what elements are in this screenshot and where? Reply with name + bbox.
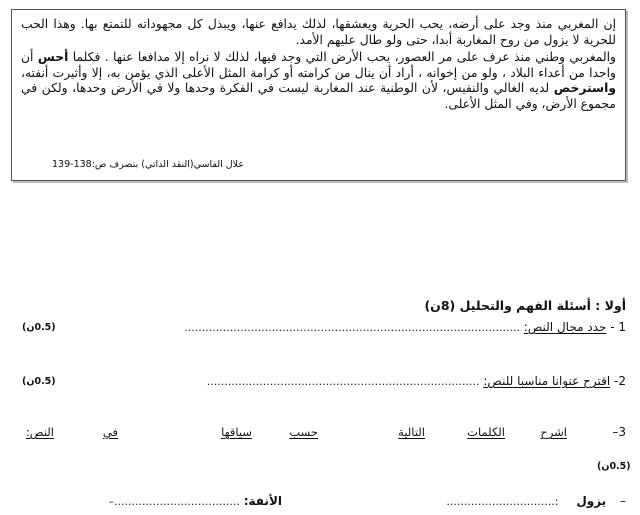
question-1-mark: (0.5ن)	[22, 322, 56, 333]
question-1-answer-line[interactable]: ................................................................................................	[184, 321, 520, 334]
question-3-word-6: في	[102, 425, 118, 439]
question-3-number: 3–	[612, 425, 626, 439]
question-2-text: اقترح عنوانا مناسبا للنص:	[483, 374, 611, 388]
passage-p2-text-a: والمغربي وطني منذ عرف على مر العصور، يحب الأرض التي وجد فيها، لذلك لا نراه إلا مدافعا عنها . فكلما	[72, 50, 616, 65]
question-3-word-7: النص:	[25, 425, 54, 439]
question-3-item-2-word: الأنفة:	[243, 494, 282, 508]
passage-p2-bold-word-2: واسترخص	[553, 81, 616, 96]
question-3-item-2	[109, 494, 283, 508]
question-3-word-4: حسب	[289, 425, 318, 439]
question-3-word-5: سياقها	[221, 425, 252, 439]
section-heading: أولا : أسئلة الفهم والتحليل (8ن)	[424, 298, 626, 313]
question-3-item-2-answer-line[interactable]: ....................................–	[108, 495, 240, 508]
question-2-mark: (0.5ن)	[22, 376, 56, 387]
passage-p2-text-c: لديه الغالي والنفيس، لأن الوطنية عند المغاربة ليست في الفكرة وحدها ولا في الأرض وحدها، ولكن في مجموع الأرض، وفي المثل الأعلى.	[21, 81, 616, 111]
question-2-answer-line[interactable]: ..............................................................................	[206, 375, 480, 388]
question-3-item-1-word: يزول	[576, 494, 607, 508]
passage-p2-bold-word-1: أحس	[37, 50, 69, 65]
question-3-word-3: التالية	[398, 425, 425, 439]
passage-p1-text: إن المغربي منذ وجد على أرضه، يحب الحرية ويعشقها، لذلك يدافع عنها، ويبذل كل مجهوداته للتمتع بها. وهذا الحب للحرية لا يزول من روح المغاربة أبدا، حتى ولو طال عليهم الأمد.	[21, 17, 616, 47]
question-3-mark: (0.5ن)	[597, 461, 631, 472]
passage-source: علال الفاسي(النقد الذاتي) بتصرف ص:138-139	[52, 159, 245, 170]
question-2-number: 2-	[614, 374, 626, 388]
question-3-word-2: الكلمات	[467, 425, 505, 439]
question-3-word-1: اشرح	[540, 425, 567, 439]
question-1-number: 1 -	[610, 320, 626, 334]
question-3-item-1-answer-line[interactable]: :...............................	[446, 495, 559, 508]
question-3-item-1	[446, 494, 626, 508]
question-2	[207, 374, 626, 388]
question-1-text: حدد مجال النص:	[523, 320, 607, 334]
passage-p2-text-b: أن واحدا من أعداء البلاد ، ولو من إخوانه ، أراد أن ينال من كرامته أو كرامة المثل الأعلى الذي يؤمن به، إلا وأثيرت أنفته،	[21, 50, 616, 80]
question-1	[184, 320, 626, 334]
question-3-item-1-bullet: –	[620, 494, 626, 508]
